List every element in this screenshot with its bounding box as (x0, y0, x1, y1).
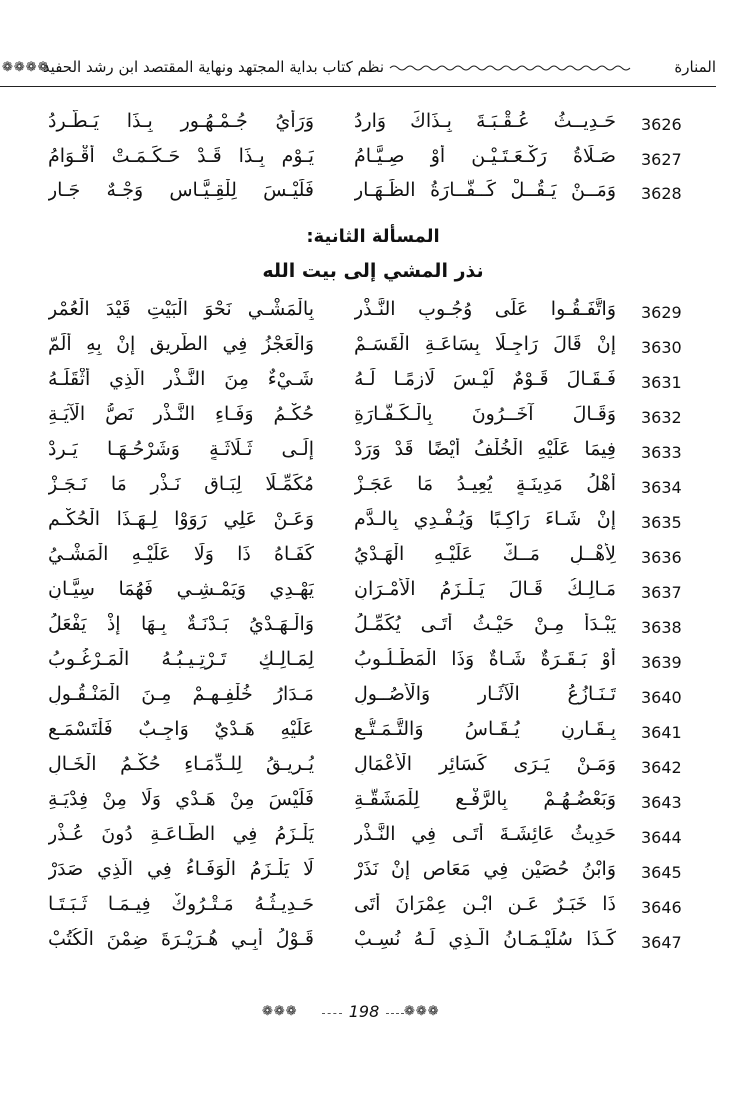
verse-second-hemistich: فَلَيْسَ مِنْ هَـدْيٍ وَلَا مِنْ فِدْيَـةِ (48, 788, 314, 810)
verse-row (0, 716, 746, 750)
verse-second-hemistich: لِمَـالِـكٍ تَـرْتِـيـبُـهُ الْمَـرْغُـوبُ (48, 648, 314, 670)
verse-second-hemistich: إِلَـى ثَـلَاثَـةٍ وَشَرْحُـهَـا يَـرِدْ (48, 438, 314, 460)
verse-number: 3638 (641, 618, 682, 637)
verse-first-hemistich: وَمَـنْ يَـرَى كَسَائِرِ الْأَعْمَالِ (354, 753, 616, 775)
verse-first-hemistich: ذَا خَبَـرٌ عَـنِ ابْـنِ عِمْرَانَ أَتَى (354, 893, 616, 915)
verse-row (0, 681, 746, 715)
footer-divider-left (322, 1013, 342, 1014)
verse-first-hemistich: وَقَـالَ آخَــرُونَ بِالْـكَـفَّـارَةِ (354, 403, 616, 425)
verse-number: 3645 (641, 863, 682, 882)
verse-number: 3640 (641, 688, 682, 707)
verse-row (0, 611, 746, 645)
verse-second-hemistich: يُـرِيـقُ لِلـدِّمَـاءِ حُكْـمُ الْخَـالِ (48, 753, 314, 775)
verse-first-hemistich: صَـلَاةُ رَكْـعَـتَـيْـنِ أَوْ صِـيَّـامُ (354, 145, 616, 167)
verse-second-hemistich: يَـوْمٍ بِـذَا قَـدْ حَـكَـمَـتْ أَقْـوَامُ (48, 145, 314, 167)
verse-first-hemistich: حَدِيثُ عَائِشَـةَ أَتَـى فِي النَّـذْرِ (354, 823, 616, 845)
verse-row (0, 177, 746, 211)
verse-number: 3642 (641, 758, 682, 777)
verse-number: 3627 (641, 150, 682, 169)
footer-ornament-right-icon: ❁❁❁ (404, 1004, 440, 1019)
verse-number: 3630 (641, 338, 682, 357)
page-footer (0, 1002, 746, 1026)
verse-row (0, 541, 746, 575)
book-title: نظم كتاب بداية المجتهد ونهاية المقتصد ابن رشد الحفيد (42, 58, 384, 76)
verse-row (0, 576, 746, 610)
verse-first-hemistich: مَـالِـكُ قَـالَ يَـلْـزَمُ الْأَمْـرَانِ (354, 578, 616, 600)
verse-first-hemistich: فَـقَـالَ قَـوْمٌ لَيْـسَ لَازِمًـا لَـهُ (354, 368, 616, 390)
verse-row (0, 401, 746, 435)
footer-divider-right (386, 1013, 404, 1014)
verse-second-hemistich: فَلَيْـسَ لِلْقِـيَّـاسِ وَجْـهٌ جَـارِ (48, 179, 314, 201)
verse-second-hemistich: بِالْمَشْـيِ نَحْوَ الْبَيْتِ قَيْدَ الْعُمْرِ (48, 298, 314, 320)
verse-number: 3646 (641, 898, 682, 917)
verse-row (0, 751, 746, 785)
verse-second-hemistich: يَلْـزَمُ فِي الطَّـاعَـةِ دُونَ عُـذْرِ (48, 823, 314, 845)
verse-first-hemistich: يَبْـدَأُ مِـنْ حَيْـثُ أَتَـى يُكَمِّـلُ (354, 613, 616, 635)
verse-number: 3632 (641, 408, 682, 427)
verse-number: 3641 (641, 723, 682, 742)
verse-number: 3633 (641, 443, 682, 462)
verse-second-hemistich: مَـدَارُ خُلْفِـهِـمْ مِـنَ الْمَنْـقُـولِ (48, 683, 314, 705)
verse-number: 3636 (641, 548, 682, 567)
verse-first-hemistich: وَبَعْضُـهُـمْ بِالرَّفْـعِ لِلْمَشَقَّـةِ (354, 788, 616, 810)
verse-row (0, 366, 746, 400)
verse-row (0, 786, 746, 820)
verse-number: 3629 (641, 303, 682, 322)
verse-first-hemistich: تَـنَـازُعُ الْآثَـارِ وَالْأُصُــولِ (354, 683, 616, 705)
verse-first-hemistich: فِيمَا عَلَيْهِ الْخُلْفُ أَيْضًا قَدْ وَرَدْ (354, 438, 616, 460)
verse-number: 3634 (641, 478, 682, 497)
verse-number: 3643 (641, 793, 682, 812)
verse-first-hemistich: وَاتَّفَـقُـوا عَلَى وُجُـوبِ النَّـذْرِ (354, 298, 616, 320)
verse-row (0, 296, 746, 330)
verse-first-hemistich: وَمَــنْ يَـقُــلْ كَــفَّــارَةُ الظِّـهَـارِ (354, 179, 616, 201)
verse-second-hemistich: لَا يَلْـزَمُ الْوَفَـاءُ فِي الَّذِي صَدَرْ (48, 858, 314, 880)
verse-second-hemistich: مُكَمِّـلًا لِبَـاقِ نَـذْرٍ مَا نَـجَـزْ (48, 473, 314, 495)
verse-row (0, 926, 746, 960)
section-title: نذر المشي إلى بيت الله (262, 260, 484, 282)
verse-first-hemistich: إِنْ شَـاءَ رَاكِـبًا وَيُـفْـدِي بِالـدَّمِ (354, 508, 616, 530)
verse-first-hemistich: وَابْنُ حُصَيْنٍ فِي مَعَاصٍ إِنْ نَذَرْ (354, 858, 616, 880)
verse-first-hemistich: حَـدِيــثُ عُـقْـبَـةَ بِـذَاكَ وَارِدُ (354, 110, 616, 132)
verse-row (0, 143, 746, 177)
verse-second-hemistich: كَفَـاهُ ذَا وَلَا عَلَيْـهِ الْمَشْـيُ (48, 543, 314, 565)
verse-row (0, 821, 746, 855)
verse-first-hemistich: إِنْ قَالَ رَاجِـلًا بِسَاعَـةِ الْقَسَـمْ (354, 333, 616, 355)
verse-second-hemistich: يَهْـدِي وَيَمْـشِـي فَهُمَا سِيَّـانِ (48, 578, 314, 600)
verse-second-hemistich: وَالْعَجْزُ فِي الطَّرِيقِ إِنْ بِهِ أَلَمّ (48, 333, 314, 355)
verse-first-hemistich: أَهْلُ مَدِينَـةٍ يُعِيـدُ مَا عَجَـزْ (354, 473, 616, 495)
verse-row (0, 856, 746, 890)
verse-second-hemistich: حَـدِيـثُـهُ مَـتْـرُوكٌ فِيـمَـا ثَـبَـتَـا (48, 893, 314, 915)
verse-number: 3626 (641, 115, 682, 134)
verse-first-hemistich: أَوْ بَـقَـرَةٌ شَـاةٌ وَذَا الْمَطْـلُـوبُ (354, 648, 616, 670)
verse-row (0, 646, 746, 680)
verse-row (0, 471, 746, 505)
verse-number: 3631 (641, 373, 682, 392)
verse-number: 3644 (641, 828, 682, 847)
verse-first-hemistich: كَـذَا سُلَيْـمَـانُ الَّـذِي لَـهُ نُسِـبْ (354, 928, 616, 950)
series-name: المنارة (674, 58, 716, 76)
verse-second-hemistich: وَعَـنْ عَلِي رَوَوْا لِـهَـذَا الْحُكْـمِ (48, 508, 314, 530)
verse-second-hemistich: وَرَأْيُ جُـمْـهُـورٍ بِـذَا يَـطَّـرِدُ (48, 110, 314, 132)
page-number: 198 (348, 1002, 380, 1021)
header-ornament-icon: ❁❁❁❁ (2, 60, 50, 75)
verse-number: 3628 (641, 184, 682, 203)
verse-second-hemistich: شَـيْءٌ مِنَ النَّـذْرِ الَّذِي أَثْقَلَـهُ (48, 368, 314, 390)
verse-second-hemistich: حُكْـمُ وَفَـاءِ النَّـذْرِ نَصُّ الْآيَـةِ (48, 403, 314, 425)
verse-row (0, 331, 746, 365)
verse-first-hemistich: لِأَهْــلِ مَــكَّ عَلَيْـهِ الْهَـدْيُ (354, 543, 616, 565)
issue-heading: المسألة الثانية: (306, 226, 440, 247)
verse-number: 3639 (641, 653, 682, 672)
verse-number: 3635 (641, 513, 682, 532)
verse-second-hemistich: وَالْـهَـدْيُ بَـدْنَـةٌ بِـهَا إِذْ يَفْعَلُ (48, 613, 314, 635)
verse-number: 3637 (641, 583, 682, 602)
verse-row (0, 891, 746, 925)
verse-second-hemistich: قَـوْلُ أَبِـي هُـرَيْـرَةَ ضِمْنَ الْكُتُبْ (48, 928, 314, 950)
verse-row (0, 436, 746, 470)
footer-ornament-left-icon: ❁❁❁ (262, 1004, 298, 1019)
verse-first-hemistich: بِـقَـارِنٍ يُـقَـاسُ وَالتَّـمَـتُّـعِ (354, 718, 616, 740)
verse-row (0, 506, 746, 540)
verse-second-hemistich: عَلَيْهِ هَـدْيٌ وَاجِـبٌ فَلْتَسْمَـعِ (48, 718, 314, 740)
verse-row (0, 108, 746, 142)
verse-number: 3647 (641, 933, 682, 952)
